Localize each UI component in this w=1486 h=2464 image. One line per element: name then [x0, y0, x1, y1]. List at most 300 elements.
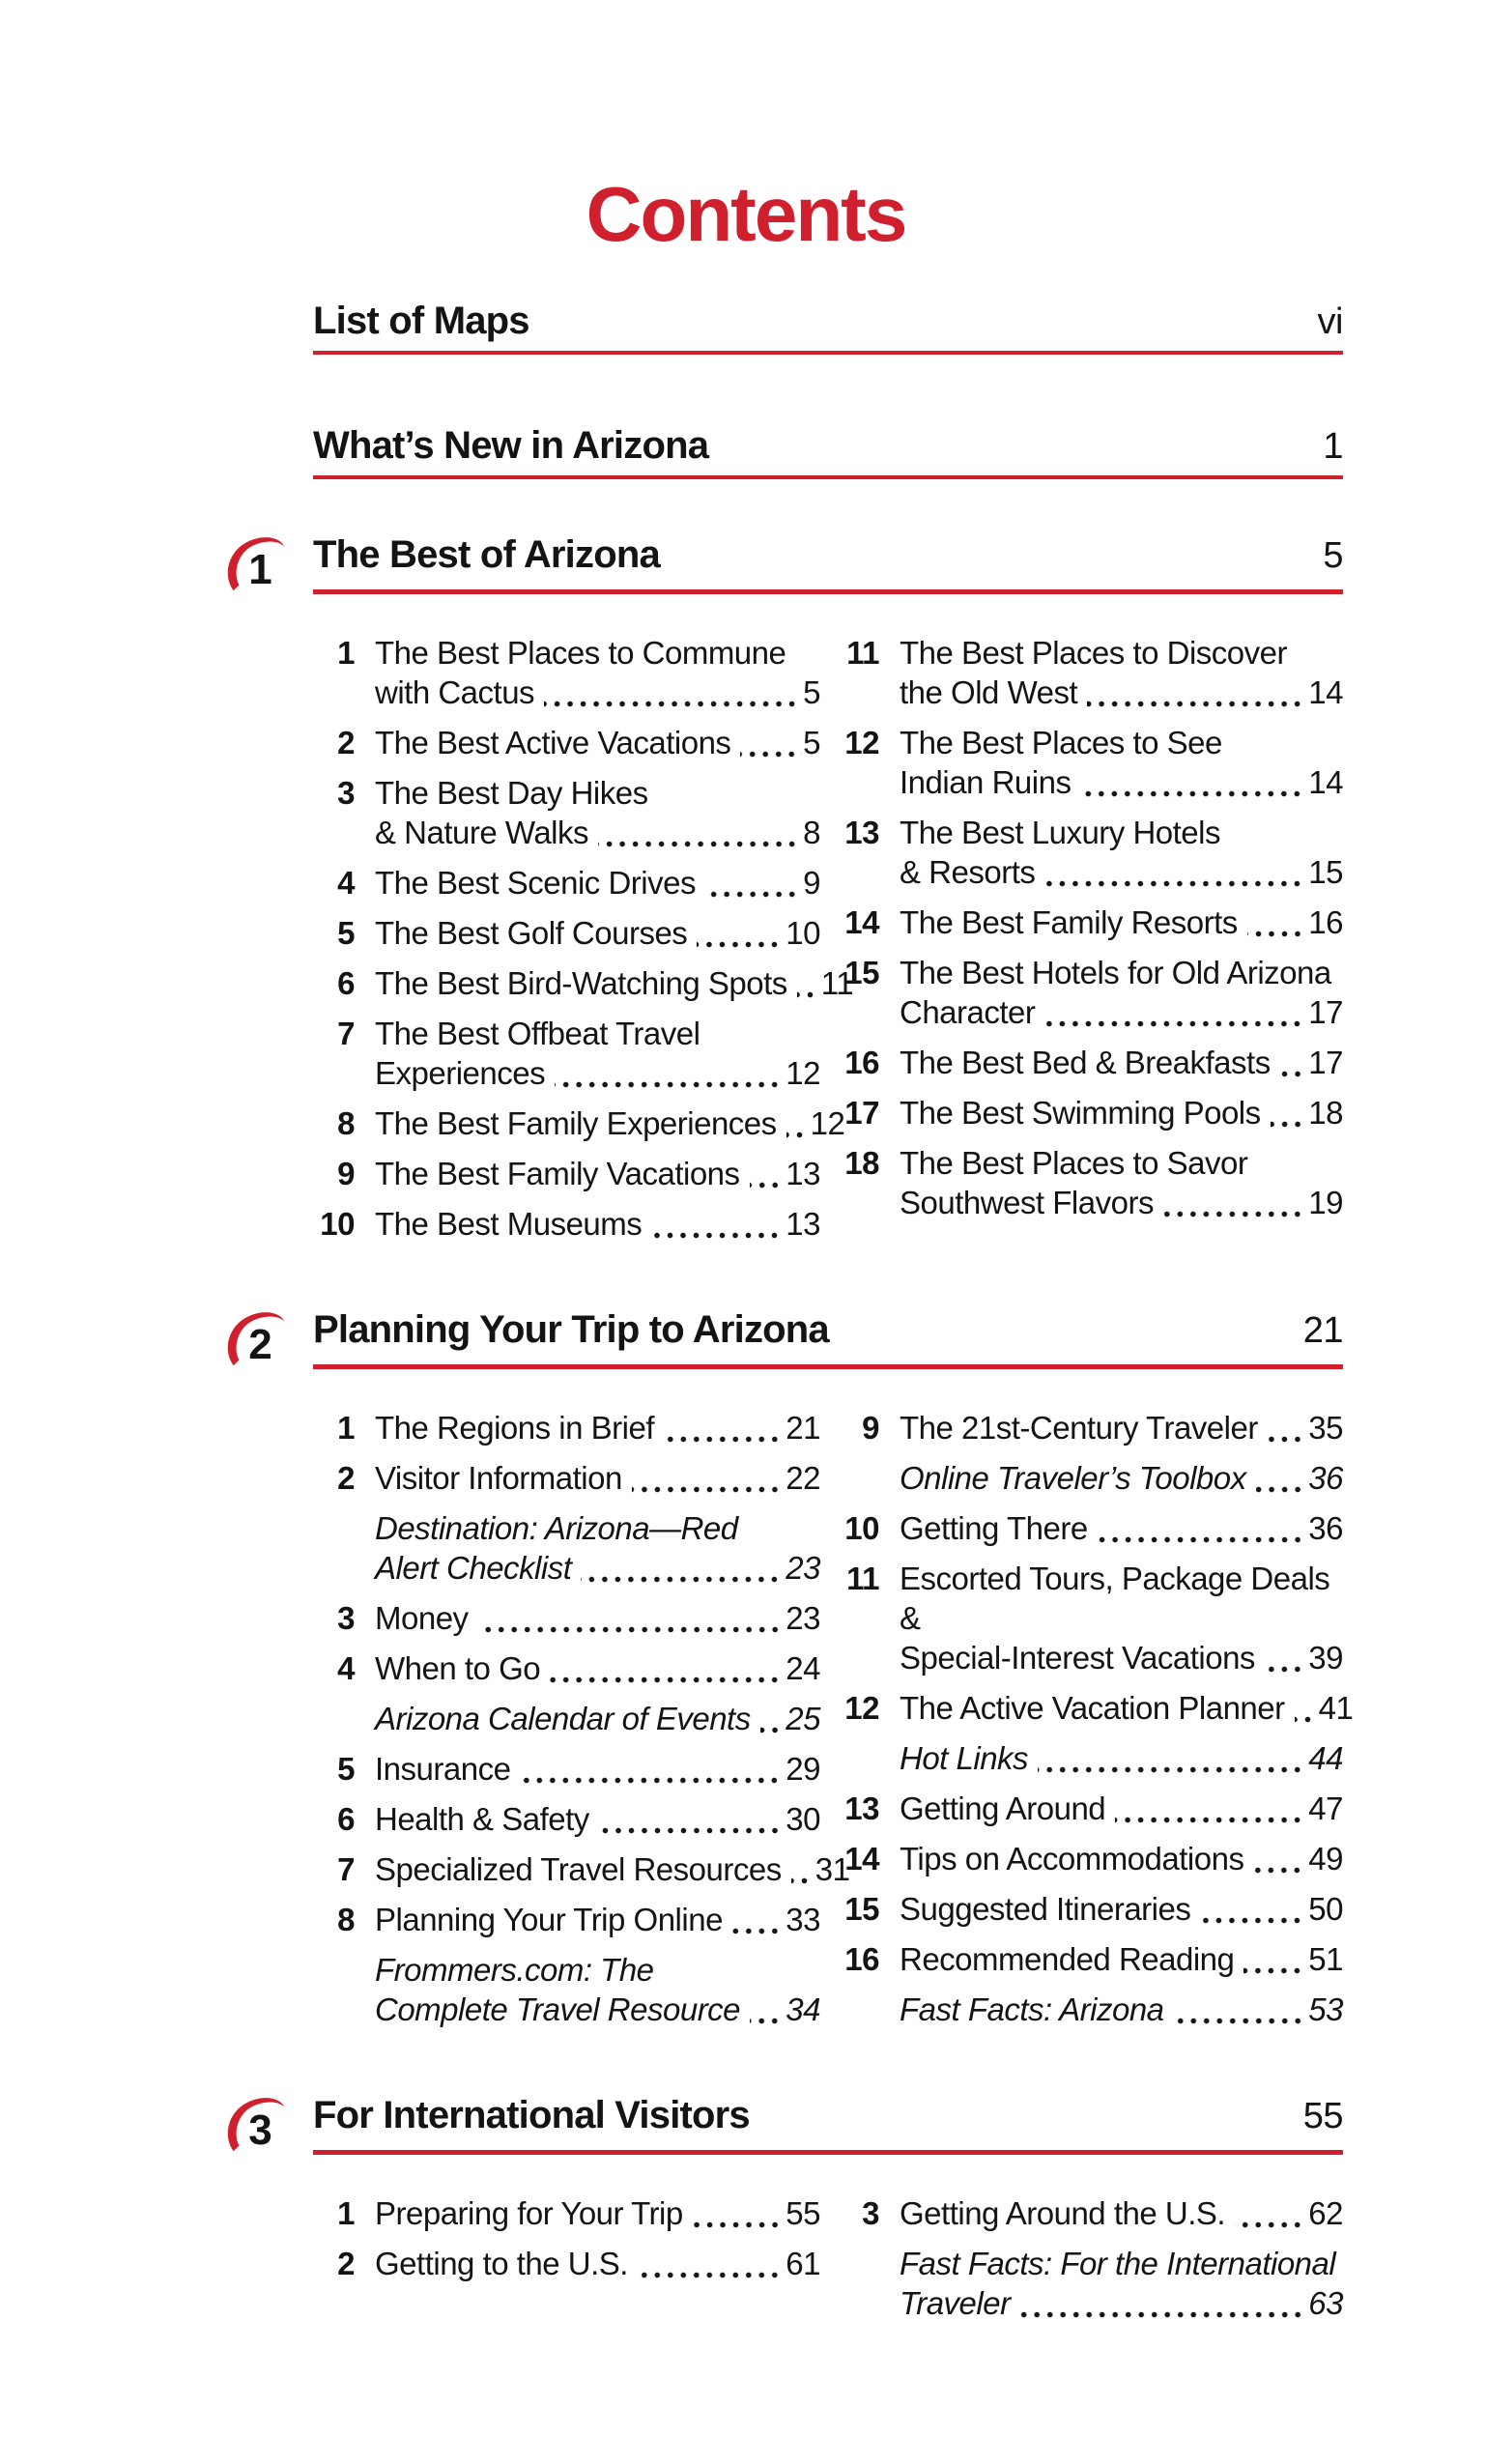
- entry-number: 17: [844, 1095, 879, 1131]
- entry-line: [375, 2244, 820, 2283]
- entry-number: 7: [337, 1016, 355, 1051]
- entry-text: [900, 1093, 1343, 1132]
- toc-entry: [313, 1154, 820, 1193]
- entry-line: [375, 1799, 820, 1839]
- entry-line: [900, 903, 1343, 942]
- entry-line: [375, 813, 820, 852]
- entry-number: 18: [844, 1145, 879, 1181]
- toc-entry: [838, 1043, 1343, 1082]
- entry-text: [375, 1900, 820, 1939]
- entry-line-text: Online Traveler’s Toolbox: [900, 1460, 1246, 1496]
- entry-line: [375, 1458, 820, 1498]
- entry-number: 14: [844, 1841, 879, 1877]
- entry-line: [900, 1990, 1343, 2029]
- entry-text: [375, 1408, 820, 1447]
- entry-number: 10: [320, 1206, 355, 1242]
- dot-leader: [797, 991, 820, 998]
- entry-number: 11: [846, 1561, 879, 1596]
- entry-text: [900, 953, 1343, 1032]
- entry-text: [375, 773, 820, 852]
- entry-line: [900, 1889, 1343, 1929]
- entry-line-text: The Best Museums: [375, 1206, 643, 1242]
- entry-line: [900, 992, 1343, 1032]
- entry-line: [900, 1939, 1343, 1979]
- toc-entry: [313, 1204, 820, 1244]
- entry-number: 2: [337, 2246, 355, 2281]
- entry-text: [375, 1699, 820, 1738]
- entry-line-text: The Best Family Vacations: [375, 1156, 740, 1191]
- entry-page: 29: [786, 1751, 820, 1787]
- entry-line-text: The Regions in Brief: [375, 1410, 654, 1446]
- entry-line: [900, 1508, 1343, 1548]
- toc-entry: [838, 813, 1343, 892]
- dot-leader: [786, 1132, 810, 1138]
- dot-leader: [693, 2221, 786, 2228]
- entry-line: [375, 1103, 845, 1143]
- entry-line-text: Suggested Itineraries: [900, 1891, 1191, 1927]
- entries-column-right: [838, 1408, 1354, 2040]
- entry-line: [900, 762, 1343, 802]
- entries-column-right: [838, 633, 1343, 1254]
- entry-text: [375, 1204, 820, 1244]
- entry-page: 16: [1308, 904, 1343, 940]
- entry-line-text: Planning Your Trip Online: [375, 1902, 723, 1937]
- entry-line: [900, 852, 1343, 892]
- entry-text: [375, 723, 820, 762]
- entry-line-text: Insurance: [375, 1751, 511, 1787]
- entry-text: [900, 903, 1343, 942]
- entry-number: 4: [337, 1650, 355, 1686]
- dot-leader: [1098, 1536, 1308, 1543]
- entry-line: [900, 1183, 1343, 1222]
- dot-leader: [599, 1827, 785, 1834]
- entry-text: [375, 963, 854, 1003]
- section-page: vi: [1317, 301, 1343, 342]
- entry-line: [900, 1738, 1343, 1778]
- entry-line-text: Traveler: [900, 2285, 1011, 2321]
- entry-page: 33: [786, 1902, 820, 1937]
- chapter-header: [248, 2094, 1343, 2155]
- toc-entry: [313, 2193, 820, 2233]
- entry-page: 22: [786, 1460, 820, 1496]
- entry-text: [900, 1789, 1343, 1828]
- toc-entry: [838, 2244, 1343, 2323]
- dot-leader: [1044, 880, 1307, 887]
- entry-page: 62: [1308, 2195, 1343, 2231]
- entry-page: 35: [1308, 1410, 1343, 1446]
- entry-line: [900, 2283, 1343, 2323]
- entry-line-text: The Best Family Resorts: [900, 904, 1238, 940]
- entry-page: 24: [786, 1650, 820, 1686]
- entry-page: 18: [1308, 1095, 1343, 1131]
- dot-leader: [550, 1676, 785, 1683]
- entry-number: 10: [844, 1510, 879, 1546]
- entry-text: [375, 1103, 845, 1143]
- entry-line-text: Experiences: [375, 1055, 546, 1091]
- entry-page: 15: [1308, 854, 1343, 890]
- entry-line: [900, 673, 1343, 712]
- entry-number: 13: [844, 1791, 879, 1826]
- entry-number: [838, 1990, 879, 2029]
- entry-text: [900, 1889, 1343, 1929]
- dot-leader: [750, 1182, 786, 1189]
- toc-entry: [313, 863, 820, 903]
- toc-entry: [838, 903, 1343, 942]
- entry-number: 14: [844, 904, 879, 940]
- dot-leader: [1265, 1666, 1307, 1673]
- toc-entry: [313, 963, 854, 1003]
- entry-line-text: & Resorts: [900, 854, 1036, 890]
- dot-leader: [520, 1777, 785, 1784]
- entry-line-text: Getting There: [900, 1510, 1088, 1546]
- entry-text: [900, 1559, 1343, 1677]
- entry-number: 1: [337, 2195, 355, 2231]
- entry-number: 9: [337, 1156, 355, 1191]
- entry-page: 55: [786, 2195, 820, 2231]
- entry-line: [375, 1598, 820, 1638]
- entry-line: [375, 1154, 820, 1193]
- entry-text: [375, 633, 820, 712]
- entry-page: 63: [1308, 2285, 1343, 2321]
- entry-line-text: The 21st-Century Traveler: [900, 1410, 1258, 1446]
- entry-line-text: Health & Safety: [375, 1801, 589, 1837]
- toc-entry: [838, 1508, 1343, 1548]
- entries-column-left: [313, 2193, 820, 2334]
- entry-line: The Best Luxury Hotels: [900, 815, 1220, 850]
- chapter-columns: [313, 2193, 1343, 2334]
- entry-line: [375, 1408, 820, 1447]
- front-matter-row: [313, 424, 1343, 479]
- dot-leader: [1038, 1766, 1307, 1773]
- entry-number: 3: [337, 1600, 355, 1636]
- front-matter-row: [313, 300, 1343, 355]
- chapters: [248, 533, 1354, 2334]
- toc-entry: [313, 723, 820, 762]
- dot-leader: [1268, 1436, 1307, 1443]
- entry-page: 25: [786, 1701, 820, 1736]
- entry-line: [900, 1638, 1343, 1677]
- entry-page: 13: [786, 1206, 820, 1242]
- chapter-section: [248, 1308, 1354, 2040]
- entries-column-left: [313, 633, 854, 1254]
- toc-entry: [838, 723, 1343, 802]
- dot-leader: [1280, 1071, 1308, 1077]
- entry-number: 5: [337, 915, 355, 951]
- toc-entry: [838, 1559, 1343, 1677]
- chapter-number: 1: [248, 546, 271, 593]
- entry-line-text: Recommended Reading: [900, 1941, 1235, 1977]
- toc-entry: [838, 1789, 1343, 1828]
- entry-line: [375, 1699, 820, 1738]
- entry-line: Frommers.com: The: [375, 1952, 654, 1988]
- chapter-title-row: [313, 533, 1343, 594]
- toc-entry: [313, 1408, 820, 1447]
- dot-leader: [740, 751, 802, 758]
- dot-leader: [1080, 790, 1307, 797]
- entry-page: 36: [1308, 1510, 1343, 1546]
- entry-line-text: Getting Around: [900, 1791, 1106, 1826]
- entry-text: [375, 2244, 820, 2283]
- toc-entry: [838, 1990, 1343, 2029]
- toc-entry: [838, 1839, 1343, 1878]
- toc-entry: [313, 1598, 820, 1638]
- entry-number: 15: [844, 955, 879, 990]
- entry-number: 15: [844, 1891, 879, 1927]
- toc-entry: [838, 1408, 1343, 1447]
- entry-line: [900, 1789, 1343, 1828]
- entry-number: 11: [846, 635, 879, 671]
- entry-line: Destination: Arizona—Red: [375, 1510, 738, 1546]
- entry-line-text: Specialized Travel Resources: [375, 1851, 782, 1887]
- entry-page: 14: [1308, 674, 1343, 710]
- toc-entry: [313, 1849, 850, 1889]
- entry-page: 17: [1308, 1045, 1343, 1080]
- dot-leader: [750, 2018, 785, 2024]
- entry-line: [900, 1688, 1354, 1728]
- entry-number: 16: [844, 1045, 879, 1080]
- dot-leader: [1247, 931, 1308, 937]
- entry-page: 23: [786, 1600, 820, 1636]
- toc-entry: [313, 2244, 820, 2283]
- entry-line: [375, 913, 820, 953]
- page-title: Contents: [586, 171, 906, 257]
- entry-line: [375, 1900, 820, 1939]
- entry-number: 6: [337, 965, 355, 1001]
- entry-line: The Best Day Hikes: [375, 775, 648, 811]
- toc-entry: [838, 633, 1343, 712]
- entry-text: [900, 1508, 1343, 1548]
- entry-text: [900, 1043, 1343, 1082]
- toc-entry: [838, 2193, 1343, 2233]
- entry-line: [900, 1043, 1343, 1082]
- entry-page: 61: [786, 2246, 820, 2281]
- entry-number: 1: [337, 635, 355, 671]
- dot-leader: [697, 941, 785, 948]
- section-label: What’s New in Arizona: [313, 424, 709, 467]
- entry-line: [375, 673, 820, 712]
- entry-page: 50: [1308, 1891, 1343, 1927]
- entry-line-text: & Nature Walks: [375, 815, 589, 850]
- entry-text: [900, 633, 1343, 712]
- entry-text: [375, 1950, 820, 2029]
- dot-leader: [1020, 2311, 1308, 2318]
- entry-text: [900, 1688, 1354, 1728]
- chapter-title: For International Visitors: [313, 2094, 750, 2136]
- chapter-header: [248, 1308, 1343, 1369]
- entry-page: 23: [786, 1550, 820, 1586]
- entry-number: 12: [844, 725, 879, 760]
- toc-entry: [313, 633, 820, 712]
- entry-page: 5: [803, 725, 820, 760]
- entry-text: [900, 1738, 1343, 1778]
- entry-page: 11: [820, 965, 854, 1001]
- entry-number: [313, 1699, 355, 1738]
- entry-line: [375, 1749, 820, 1789]
- toc-entry: [313, 1014, 820, 1093]
- entry-text: [375, 1598, 820, 1638]
- toc-entry: [313, 1749, 820, 1789]
- toc-entry: [313, 1900, 820, 1939]
- chapter-title: The Best of Arizona: [313, 533, 660, 576]
- entry-text: [900, 1839, 1343, 1878]
- entry-page: 21: [786, 1410, 820, 1446]
- dot-leader: [1235, 2221, 1307, 2228]
- entry-page: 49: [1308, 1841, 1343, 1877]
- toc-entry: [313, 1699, 820, 1738]
- entry-page: 8: [803, 815, 820, 850]
- section-page: 1: [1323, 426, 1343, 467]
- toc-entry: [313, 1799, 820, 1839]
- entry-page: 41: [1318, 1690, 1354, 1726]
- dot-leader: [1253, 1867, 1307, 1874]
- entry-line: [900, 1839, 1343, 1878]
- entry-text: [900, 1408, 1343, 1447]
- entries-column-right: [838, 2193, 1343, 2334]
- entry-line: [900, 2193, 1343, 2233]
- entry-line-text: Getting to the U.S.: [375, 2246, 628, 2281]
- entry-line: Escorted Tours, Package Deals &: [900, 1561, 1330, 1636]
- entry-line: [375, 723, 820, 762]
- toc-entry: [313, 1508, 820, 1588]
- entry-number: 6: [337, 1801, 355, 1837]
- dot-leader: [1200, 1917, 1307, 1924]
- chapter-page: 5: [1323, 535, 1343, 576]
- toc-entry: [838, 1688, 1354, 1728]
- entry-line-text: Arizona Calendar of Events: [375, 1701, 751, 1736]
- entry-page: 53: [1308, 1991, 1343, 2027]
- entry-page: 39: [1308, 1640, 1343, 1676]
- entry-line: [375, 863, 820, 903]
- entry-number: [313, 1508, 355, 1588]
- entry-number: [838, 1458, 879, 1498]
- toc-entry: [838, 1458, 1343, 1498]
- entry-line-text: The Best Bed & Breakfasts: [900, 1045, 1271, 1080]
- chapter-columns: [313, 1408, 1354, 2040]
- entry-number: 3: [337, 775, 355, 811]
- dot-leader: [651, 1232, 785, 1239]
- dot-leader: [1295, 1716, 1318, 1723]
- entry-text: [375, 1458, 820, 1498]
- toc-entry: [313, 1648, 820, 1688]
- entry-line: [375, 1548, 820, 1588]
- entry-line: [375, 1990, 820, 2029]
- dot-leader: [1087, 701, 1307, 707]
- entry-line-text: The Best Golf Courses: [375, 915, 688, 951]
- entry-line: The Best Hotels for Old Arizona: [900, 955, 1331, 990]
- entry-text: [375, 863, 820, 903]
- dot-leader: [1163, 1211, 1307, 1218]
- entry-line: [375, 963, 854, 1003]
- entry-number: 3: [862, 2195, 879, 2231]
- entry-line-text: the Old West: [900, 674, 1078, 710]
- chapter-badge: [222, 1310, 290, 1372]
- dot-leader: [664, 1436, 785, 1443]
- entry-line: [375, 2193, 820, 2233]
- dot-leader: [581, 1576, 785, 1583]
- entry-page: 14: [1308, 764, 1343, 800]
- chapter-title: Planning Your Trip to Arizona: [313, 1308, 829, 1351]
- entry-line: [900, 1458, 1343, 1498]
- entry-line-text: Visitor Information: [375, 1460, 622, 1496]
- entry-line: Fast Facts: For the International: [900, 2246, 1336, 2281]
- entry-text: [375, 1154, 820, 1193]
- entry-page: 19: [1308, 1185, 1343, 1220]
- entry-line-text: The Best Bird-Watching Spots: [375, 965, 787, 1001]
- dot-leader: [478, 1626, 786, 1633]
- toc-entry: [838, 1143, 1343, 1222]
- entry-number: 9: [862, 1410, 879, 1446]
- chapter-number: 2: [248, 1321, 271, 1368]
- chapter-badge: [222, 535, 290, 597]
- entry-page: 47: [1308, 1791, 1343, 1826]
- chapter-title-row: [313, 1308, 1343, 1369]
- dot-leader: [732, 1928, 785, 1934]
- entry-text: [375, 1799, 820, 1839]
- toc-entry: [313, 1950, 820, 2029]
- entry-text: [375, 1648, 820, 1688]
- entries-column-left: [313, 1408, 850, 2040]
- entry-page: 36: [1308, 1460, 1343, 1496]
- entry-line-text: The Best Active Vacations: [375, 725, 731, 760]
- dot-leader: [760, 1727, 786, 1733]
- chapter-columns: [313, 633, 1343, 1254]
- entry-number: 2: [337, 725, 355, 760]
- entry-page: 30: [786, 1801, 820, 1837]
- entry-line: The Best Places to Commune: [375, 635, 786, 671]
- front-matter: [313, 300, 1343, 479]
- entry-line-text: Complete Travel Resource: [375, 1991, 741, 2027]
- entry-number: 7: [337, 1851, 355, 1887]
- toc-entry: [838, 1738, 1343, 1778]
- dot-leader: [1044, 1020, 1307, 1027]
- entry-number: [313, 1950, 355, 2029]
- entry-page: 12: [786, 1055, 820, 1091]
- entry-text: [900, 723, 1343, 802]
- dot-leader: [1174, 2018, 1308, 2024]
- entry-line-text: Southwest Flavors: [900, 1185, 1154, 1220]
- toc-entry: [313, 913, 820, 953]
- entry-number: 8: [337, 1105, 355, 1141]
- entry-line-text: Hot Links: [900, 1740, 1029, 1776]
- entry-line-text: Preparing for Your Trip: [375, 2195, 683, 2231]
- toc-entry: [313, 1458, 820, 1498]
- dot-leader: [555, 1081, 785, 1088]
- toc-entry: [838, 1889, 1343, 1929]
- entry-text: [900, 2193, 1343, 2233]
- toc-entry: [838, 1093, 1343, 1132]
- chapter-header: [248, 533, 1343, 594]
- entry-number: 4: [337, 865, 355, 901]
- entry-number: 8: [337, 1902, 355, 1937]
- entry-line-text: Alert Checklist: [375, 1550, 572, 1586]
- entry-line-text: Indian Ruins: [900, 764, 1072, 800]
- dot-leader: [705, 891, 802, 898]
- entry-page: 9: [803, 865, 820, 901]
- entry-text: [375, 2193, 820, 2233]
- entry-line: [375, 1053, 820, 1093]
- entry-line-text: Money: [375, 1600, 469, 1636]
- toc-entry: [838, 1939, 1343, 1979]
- entry-text: [900, 813, 1343, 892]
- entry-number: 12: [844, 1690, 879, 1726]
- entry-text: [900, 1990, 1343, 2029]
- entry-page: 5: [803, 674, 820, 710]
- entry-line-text: Special-Interest Vacations: [900, 1640, 1255, 1676]
- chapter-number: 3: [248, 2106, 271, 2154]
- entry-line: [375, 1849, 850, 1889]
- entry-line: [375, 1204, 820, 1244]
- entry-line: The Best Places to Savor: [900, 1145, 1248, 1181]
